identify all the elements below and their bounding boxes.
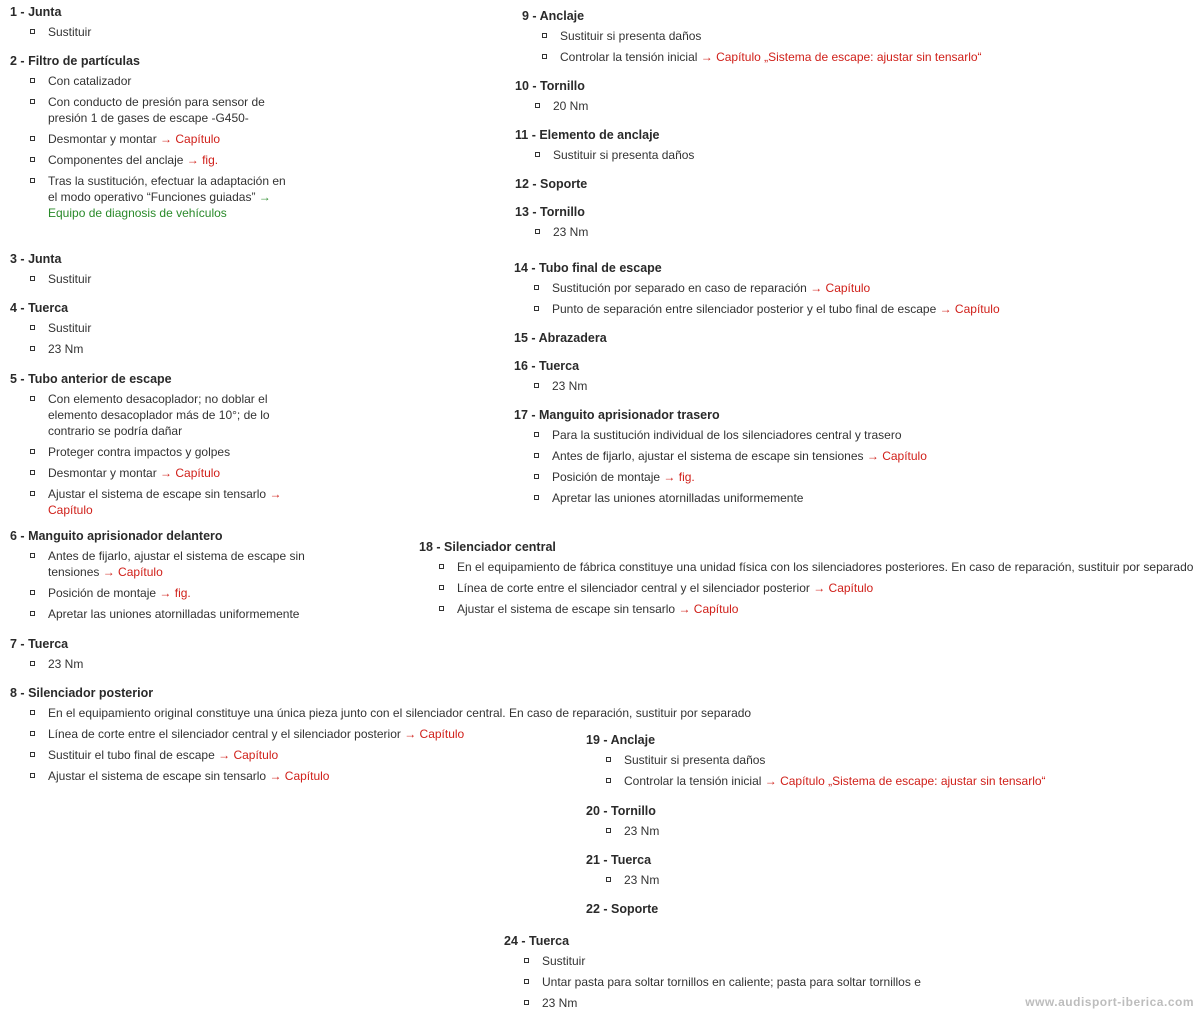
item-list xyxy=(515,147,815,163)
item-list xyxy=(522,28,1082,65)
section-number: 10 xyxy=(515,79,529,93)
list-item xyxy=(28,656,310,672)
section-title: 22 - Soporte xyxy=(586,902,659,916)
section-24 xyxy=(504,933,1004,1016)
item-list xyxy=(10,548,340,622)
item-text: Desmontar y montar xyxy=(48,466,157,480)
reference-link[interactable]: → fig. xyxy=(663,470,695,484)
item-text: 23 Nm xyxy=(624,873,660,887)
section-title-text: Tornillo xyxy=(611,804,656,818)
list-item xyxy=(540,49,1082,65)
section-title: 10 - Tornillo xyxy=(515,79,585,93)
square-bullet-icon xyxy=(534,474,539,479)
list-item xyxy=(604,823,886,839)
list-item xyxy=(28,705,760,721)
section-number: 11 xyxy=(515,128,529,142)
square-bullet-icon xyxy=(30,590,35,595)
reference-link[interactable]: → Capítulo „Sistema de escape: ajustar sin tensarlo“ xyxy=(700,50,982,64)
section-title-text: Manguito aprisionador trasero xyxy=(539,408,720,422)
item-list xyxy=(514,427,1014,506)
item-text: En el equipamiento original constituye una única pieza junto con el silenciador central. En caso de reparación, sustituir por separado xyxy=(48,706,752,720)
list-item xyxy=(533,224,815,240)
section-15 xyxy=(514,330,814,346)
item-list xyxy=(10,656,310,672)
list-item xyxy=(604,773,1146,789)
section-title-text: Tuerca xyxy=(28,301,69,315)
section-title: 19 - Anclaje xyxy=(586,733,656,747)
list-item xyxy=(532,469,1014,485)
section-4 xyxy=(10,300,310,362)
section-number: 1 xyxy=(10,5,17,19)
square-bullet-icon xyxy=(534,285,539,290)
item-text: Antes de fijarlo, ajustar el sistema de escape sin tensiones xyxy=(552,449,864,463)
list-item xyxy=(28,131,290,147)
section-16 xyxy=(514,358,814,399)
square-bullet-icon xyxy=(30,661,35,666)
list-item xyxy=(532,427,1014,443)
item-text: Posición de montaje xyxy=(48,586,157,600)
reference-link[interactable]: → fig. xyxy=(186,153,219,167)
item-text: Tras la sustitución, efectuar la adaptación en el modo operativo “Funciones guiadas” xyxy=(48,174,286,204)
item-text: Sustituir si presenta daños xyxy=(553,148,695,162)
section-22 xyxy=(586,901,886,917)
item-text: Sustituir xyxy=(48,272,92,286)
item-text: Posición de montaje xyxy=(552,470,661,484)
item-text: 23 Nm xyxy=(553,225,589,239)
item-list xyxy=(10,320,310,357)
square-bullet-icon xyxy=(30,325,35,330)
item-text: Sustitución por separado en caso de reparación xyxy=(552,281,807,295)
item-text: Con conducto de presión para sensor de presión 1 de gases de escape -G450- xyxy=(48,95,265,125)
section-title: 4 - Tuerca xyxy=(10,301,69,315)
square-bullet-icon xyxy=(30,731,35,736)
square-bullet-icon xyxy=(439,585,444,590)
section-18 xyxy=(419,539,1199,622)
section-title: 9 - Anclaje xyxy=(522,9,585,23)
item-text: Proteger contra impactos y golpes xyxy=(48,445,231,459)
item-list xyxy=(515,224,815,240)
item-text: Ajustar el sistema de escape sin tensarlo xyxy=(48,769,267,783)
item-list xyxy=(504,953,1004,1011)
section-title: 2 - Filtro de partículas xyxy=(10,54,140,68)
item-text: Sustituir el tubo final de escape xyxy=(48,748,215,762)
item-text: Con catalizador xyxy=(48,74,132,88)
list-item xyxy=(532,448,1014,464)
section-title-text: Soporte xyxy=(540,177,588,191)
list-item xyxy=(532,280,1074,296)
section-number: 8 xyxy=(10,686,17,700)
square-bullet-icon xyxy=(30,78,35,83)
list-item xyxy=(28,444,285,460)
list-item xyxy=(28,486,285,518)
square-bullet-icon xyxy=(30,276,35,281)
section-19 xyxy=(586,732,1146,794)
section-title-text: Manguito aprisionador delantero xyxy=(28,529,223,543)
list-item xyxy=(28,606,340,622)
square-bullet-icon xyxy=(30,470,35,475)
item-text: Desmontar y montar xyxy=(48,132,157,146)
section-title: 16 - Tuerca xyxy=(514,359,580,373)
section-title: 14 - Tubo final de escape xyxy=(514,261,662,275)
square-bullet-icon xyxy=(30,553,35,558)
reference-link[interactable]: → Capítulo xyxy=(160,132,221,146)
square-bullet-icon xyxy=(30,178,35,183)
section-9 xyxy=(522,8,1082,70)
section-title-text: Junta xyxy=(28,252,62,266)
section-title-text: Junta xyxy=(28,5,62,19)
section-number: 24 xyxy=(504,934,518,948)
list-item xyxy=(532,378,814,394)
reference-link[interactable]: → Capítulo „Sistema de escape: ajustar sin tensarlo“ xyxy=(764,774,1046,788)
list-item xyxy=(28,73,290,89)
section-number: 7 xyxy=(10,637,17,651)
section-title-text: Anclaje xyxy=(539,9,585,23)
section-title: 20 - Tornillo xyxy=(586,804,656,818)
item-text: Sustituir xyxy=(48,25,92,39)
item-text: Controlar la tensión inicial xyxy=(560,50,698,64)
square-bullet-icon xyxy=(606,757,611,762)
section-number: 19 xyxy=(586,733,600,747)
square-bullet-icon xyxy=(524,1000,529,1005)
section-number: 15 xyxy=(514,331,528,345)
item-text: Con elemento desacoplador; no doblar el elemento desacoplador más de 10°; de lo contrario se podría dañar xyxy=(48,392,270,438)
item-list xyxy=(419,559,1199,617)
section-title-text: Tornillo xyxy=(540,205,585,219)
section-number: 13 xyxy=(515,205,529,219)
item-text: Punto de separación entre silenciador posterior y el tubo final de escape xyxy=(552,302,937,316)
section-title: 5 - Tubo anterior de escape xyxy=(10,372,172,386)
list-item xyxy=(604,872,886,888)
item-text: Controlar la tensión inicial xyxy=(624,774,762,788)
section-title: 18 - Silenciador central xyxy=(419,540,556,554)
reference-link[interactable]: → Equipo de diagnosis de vehículos xyxy=(48,190,271,220)
item-text: 23 Nm xyxy=(542,996,578,1010)
section-20 xyxy=(586,803,886,844)
item-list xyxy=(514,280,1074,317)
item-text: Ajustar el sistema de escape sin tensarlo xyxy=(48,487,267,501)
section-title: 1 - Junta xyxy=(10,5,62,19)
section-title-text: Silenciador central xyxy=(444,540,556,554)
reference-link[interactable]: → Capítulo xyxy=(866,449,927,463)
item-text: En el equipamiento de fábrica constituye una unidad física con los silenciadores posteriores. En caso de reparación, sustituir por separado xyxy=(457,560,1194,574)
reference-link[interactable]: → Capítulo xyxy=(160,466,221,480)
reference-link[interactable]: → Capítulo xyxy=(48,487,282,517)
square-bullet-icon xyxy=(535,103,540,108)
square-bullet-icon xyxy=(534,306,539,311)
list-item xyxy=(522,995,1004,1011)
section-number: 6 xyxy=(10,529,17,543)
section-13 xyxy=(515,204,815,245)
list-item xyxy=(522,974,1004,990)
section-title-text: Abrazadera xyxy=(538,331,607,345)
square-bullet-icon xyxy=(606,778,611,783)
section-title-text: Tuerca xyxy=(611,853,652,867)
section-14 xyxy=(514,260,1074,322)
section-title-text: Filtro de partículas xyxy=(28,54,140,68)
list-item xyxy=(28,152,290,168)
reference-link[interactable]: → Capítulo xyxy=(102,565,163,579)
section-number: 21 xyxy=(586,853,600,867)
section-10 xyxy=(515,78,815,119)
list-item xyxy=(437,559,1199,575)
item-list xyxy=(514,378,814,394)
item-text: 23 Nm xyxy=(624,824,660,838)
reference-link[interactable]: → Capítulo xyxy=(813,581,874,595)
section-title: 6 - Manguito aprisionador delantero xyxy=(10,529,223,543)
list-item xyxy=(522,953,1004,969)
item-text: Apretar las uniones atornilladas uniformemente xyxy=(552,491,804,505)
section-11 xyxy=(515,127,815,168)
item-list xyxy=(10,271,310,287)
list-item xyxy=(28,585,340,601)
section-number: 2 xyxy=(10,54,17,68)
watermark: www.audisport-iberica.com xyxy=(1025,995,1194,1009)
section-2 xyxy=(10,53,290,226)
list-item xyxy=(28,271,310,287)
square-bullet-icon xyxy=(30,157,35,162)
item-text: 23 Nm xyxy=(48,342,84,356)
square-bullet-icon xyxy=(606,828,611,833)
section-6 xyxy=(10,528,340,627)
section-title: 13 - Tornillo xyxy=(515,205,585,219)
square-bullet-icon xyxy=(534,495,539,500)
list-item xyxy=(28,465,285,481)
item-list xyxy=(586,823,886,839)
section-number: 12 xyxy=(515,177,529,191)
section-number: 18 xyxy=(419,540,433,554)
square-bullet-icon xyxy=(542,54,547,59)
item-text: 23 Nm xyxy=(552,379,588,393)
square-bullet-icon xyxy=(439,606,444,611)
square-bullet-icon xyxy=(535,152,540,157)
list-item xyxy=(437,601,1199,617)
item-text: Línea de corte entre el silenciador central y el silenciador posterior xyxy=(48,727,401,741)
item-text: 20 Nm xyxy=(553,99,589,113)
square-bullet-icon xyxy=(534,383,539,388)
square-bullet-icon xyxy=(534,432,539,437)
list-item xyxy=(28,391,285,439)
section-number: 3 xyxy=(10,252,17,266)
section-17 xyxy=(514,407,1014,511)
item-list xyxy=(515,98,815,114)
list-item xyxy=(28,548,340,580)
square-bullet-icon xyxy=(30,99,35,104)
square-bullet-icon xyxy=(30,396,35,401)
section-title-text: Silenciador posterior xyxy=(28,686,154,700)
section-number: 20 xyxy=(586,804,600,818)
square-bullet-icon xyxy=(30,710,35,715)
item-text: Sustituir si presenta daños xyxy=(560,29,702,43)
list-item xyxy=(28,24,310,40)
square-bullet-icon xyxy=(30,773,35,778)
section-7 xyxy=(10,636,310,677)
item-list xyxy=(586,752,1146,789)
list-item xyxy=(28,320,310,336)
item-list xyxy=(10,73,290,221)
list-item xyxy=(540,28,1082,44)
square-bullet-icon xyxy=(30,136,35,141)
section-title-text: Tuerca xyxy=(529,934,570,948)
item-text: Para la sustitución individual de los silenciadores central y trasero xyxy=(552,428,902,442)
reference-link[interactable]: → Capítulo xyxy=(269,769,330,783)
section-title-text: Elemento de anclaje xyxy=(539,128,660,142)
item-text: Sustituir si presenta daños xyxy=(624,753,766,767)
section-title: 12 - Soporte xyxy=(515,177,588,191)
item-list xyxy=(586,872,886,888)
section-3 xyxy=(10,251,310,292)
section-title: 17 - Manguito aprisionador trasero xyxy=(514,408,720,422)
section-title-text: Soporte xyxy=(611,902,659,916)
item-text: Untar pasta para soltar tornillos en caliente; pasta para soltar tornillos e xyxy=(542,975,921,989)
section-title: 8 - Silenciador posterior xyxy=(10,686,154,700)
square-bullet-icon xyxy=(534,453,539,458)
section-title-text: Anclaje xyxy=(610,733,656,747)
reference-link[interactable]: → Capítulo xyxy=(939,302,1000,316)
section-21 xyxy=(586,852,886,893)
square-bullet-icon xyxy=(30,346,35,351)
section-12 xyxy=(515,176,815,192)
square-bullet-icon xyxy=(30,752,35,757)
square-bullet-icon xyxy=(524,958,529,963)
list-item xyxy=(533,98,815,114)
section-title: 7 - Tuerca xyxy=(10,637,69,651)
list-item xyxy=(604,752,1146,768)
section-number: 5 xyxy=(10,372,17,386)
reference-link[interactable]: → Capítulo xyxy=(678,602,739,616)
section-title: 3 - Junta xyxy=(10,252,62,266)
square-bullet-icon xyxy=(30,29,35,34)
item-text: 23 Nm xyxy=(48,657,84,671)
square-bullet-icon xyxy=(542,33,547,38)
list-item xyxy=(28,173,290,221)
list-item xyxy=(437,580,1199,596)
item-text: Componentes del anclaje xyxy=(48,153,184,167)
section-title: 15 - Abrazadera xyxy=(514,331,607,345)
item-text: Sustituir xyxy=(542,954,586,968)
item-text: Apretar las uniones atornilladas uniformemente xyxy=(48,607,300,621)
item-text: Antes de fijarlo, ajustar el sistema de escape sin tensiones xyxy=(48,549,305,579)
square-bullet-icon xyxy=(30,491,35,496)
section-title: 11 - Elemento de anclaje xyxy=(515,128,660,142)
square-bullet-icon xyxy=(30,611,35,616)
section-number: 14 xyxy=(514,261,528,275)
section-number: 16 xyxy=(514,359,528,373)
reference-link[interactable]: → Capítulo xyxy=(404,727,465,741)
reference-link[interactable]: → Capítulo xyxy=(810,281,871,295)
section-title: 24 - Tuerca xyxy=(504,934,570,948)
list-item xyxy=(532,301,1074,317)
section-title-text: Tuerca xyxy=(539,359,580,373)
list-item xyxy=(532,490,1014,506)
item-text: Sustituir xyxy=(48,321,92,335)
item-text: Línea de corte entre el silenciador central y el silenciador posterior xyxy=(457,581,810,595)
item-text: Ajustar el sistema de escape sin tensarlo xyxy=(457,602,676,616)
reference-link[interactable]: → fig. xyxy=(159,586,191,600)
section-number: 9 xyxy=(522,9,529,23)
section-number: 4 xyxy=(10,301,17,315)
square-bullet-icon xyxy=(535,229,540,234)
item-list xyxy=(10,24,310,40)
section-title: 21 - Tuerca xyxy=(586,853,652,867)
section-1 xyxy=(10,4,310,45)
square-bullet-icon xyxy=(439,564,444,569)
section-title-text: Tubo final de escape xyxy=(539,261,662,275)
square-bullet-icon xyxy=(606,877,611,882)
section-title-text: Tuerca xyxy=(28,637,69,651)
reference-link[interactable]: → Capítulo xyxy=(218,748,279,762)
section-title-text: Tornillo xyxy=(540,79,585,93)
item-list xyxy=(10,391,285,518)
section-number: 17 xyxy=(514,408,528,422)
section-title-text: Tubo anterior de escape xyxy=(28,372,172,386)
square-bullet-icon xyxy=(524,979,529,984)
list-item xyxy=(28,94,290,126)
square-bullet-icon xyxy=(30,449,35,454)
section-5 xyxy=(10,371,285,523)
list-item xyxy=(533,147,815,163)
section-number: 22 xyxy=(586,902,600,916)
list-item xyxy=(28,341,310,357)
